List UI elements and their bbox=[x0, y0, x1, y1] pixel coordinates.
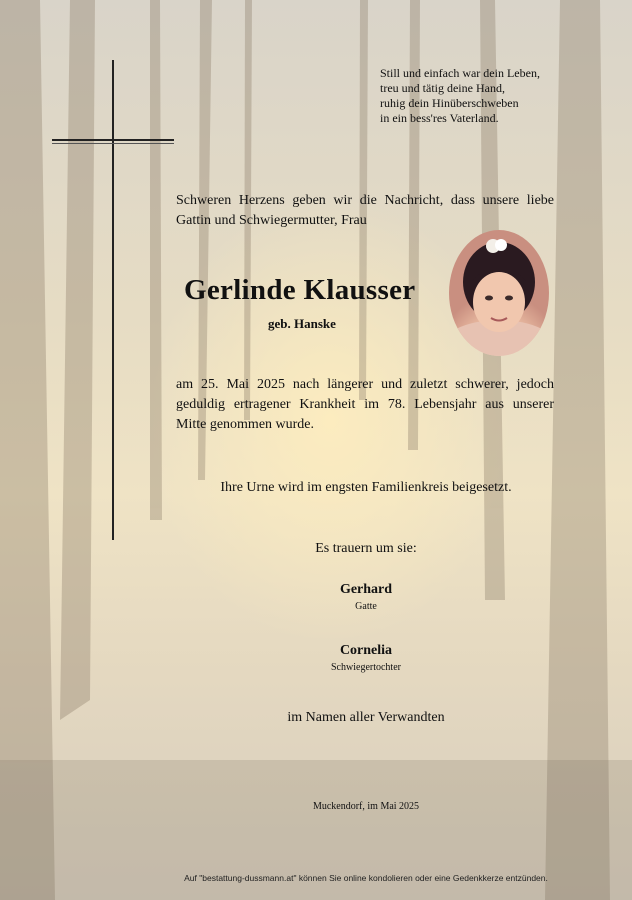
footer-note: Auf "bestattung-dussmann.at" können Sie online kondolieren oder eine Gedenkkerze entzünden. bbox=[184, 873, 548, 883]
poem-line: Still und einfach war dein Leben, bbox=[380, 66, 540, 80]
notice-line: geduldig ertragener Krankheit im 78. Lebensjahr aus unserer bbox=[176, 397, 554, 412]
portrait-photo bbox=[449, 230, 549, 356]
poem-line: in ein bess'res Vaterland. bbox=[380, 111, 499, 125]
intro-line: Gattin und Schwiegermutter, Frau bbox=[176, 213, 367, 228]
mourner-name: Gerhard bbox=[339, 582, 393, 597]
notice-line: am 25. Mai 2025 nach längerer und zuletzt schwerer, jedoch bbox=[176, 377, 554, 392]
relatives-line: im Namen aller Verwandten bbox=[287, 710, 445, 725]
memorial-poem bbox=[380, 66, 620, 126]
cross-horizontal-bar-shadow bbox=[52, 143, 174, 144]
birth-name: geb. Hanske bbox=[268, 316, 336, 331]
mourner-role: Schwiegertochter bbox=[331, 662, 401, 673]
mourners-heading: Es trauern um sie: bbox=[315, 541, 417, 556]
mourner-role: Gatte bbox=[355, 601, 377, 612]
deceased-name: Gerlinde Klausser bbox=[184, 274, 416, 306]
death-notice bbox=[176, 375, 554, 435]
intro-line: Schweren Herzens geben wir die Nachricht, dass unsere liebe bbox=[176, 193, 554, 208]
cross-horizontal-bar bbox=[52, 139, 174, 141]
announcement-intro bbox=[176, 191, 554, 231]
poem-line: treu und tätig deine Hand, bbox=[380, 81, 505, 95]
mourner-name: Cornelia bbox=[339, 643, 393, 658]
cross-vertical-bar bbox=[112, 60, 114, 540]
notice-line: Mitte genommen wurde. bbox=[176, 417, 315, 432]
poem-line: ruhig dein Hinüberschweben bbox=[380, 96, 519, 110]
place-date: Muckendorf, im Mai 2025 bbox=[312, 801, 420, 812]
urn-notice: Ihre Urne wird im engsten Familienkreis beigesetzt. bbox=[220, 480, 512, 495]
